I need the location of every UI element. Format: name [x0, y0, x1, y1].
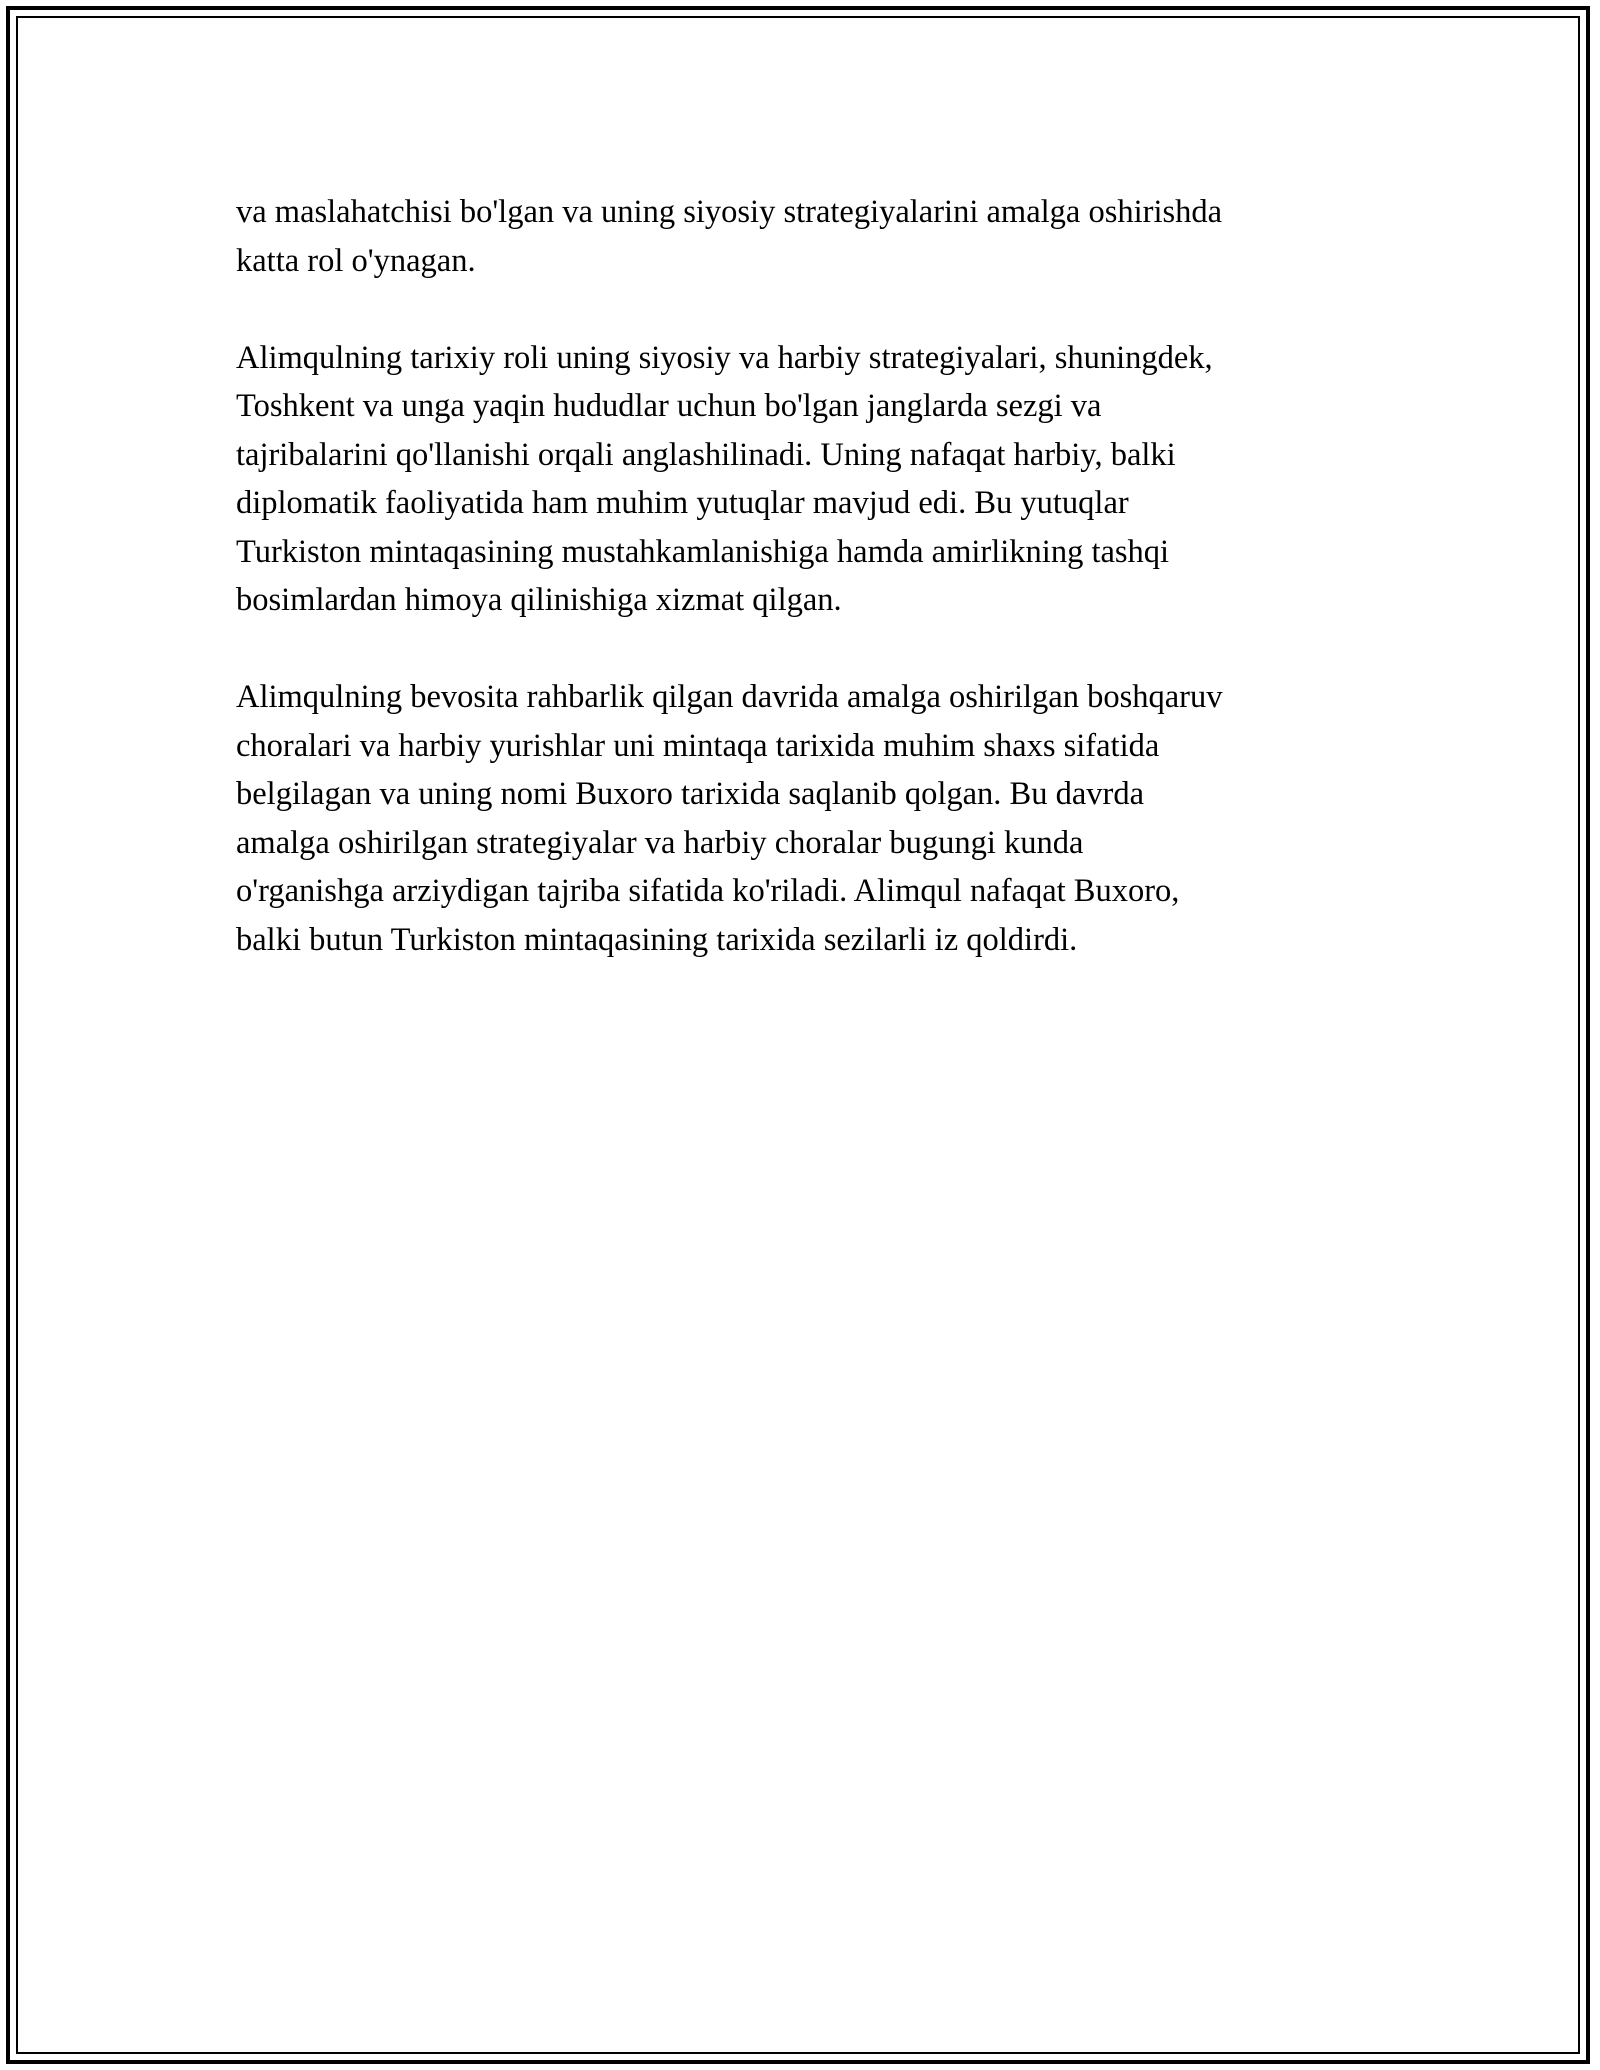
text-line: o'rganishga arziydigan tajriba sifatida ko'riladi. Alimqul nafaqat Buxoro, [236, 873, 1180, 909]
text-line: va maslahatchisi bo'lgan va uning siyosiy strategiyalarini amalga oshirishda [236, 194, 1223, 230]
text-line: Alimqulning bevosita rahbarlik qilgan davrida amalga oshirilgan boshqaruv [236, 679, 1223, 715]
paragraph-3 [236, 673, 1366, 964]
paragraph-1 [236, 188, 1366, 285]
paragraph-2 [236, 334, 1366, 625]
text-line: Turkiston mintaqasining mustahkamlanishiga hamda amirlikning tashqi [236, 533, 1170, 570]
text-line: katta rol o'ynagan. [236, 242, 476, 279]
document-body [236, 188, 1366, 1013]
text-line: balki butun Turkiston mintaqasining tarixida sezilarli iz qoldirdi. [236, 921, 1078, 958]
text-line: choralari va harbiy yurishlar uni mintaqa tarixida muhim shaxs sifatida [236, 727, 1160, 764]
text-line: belgilagan va uning nomi Buxoro tarixida saqlanib qolgan. Bu davrda [236, 776, 1145, 812]
text-line: bosimlardan himoya qilinishiga xizmat qilgan. [236, 582, 842, 618]
text-line: Alimqulning tarixiy roli uning siyosiy va harbiy strategiyalari, shuningdek, [236, 339, 1213, 376]
text-line: Toshkent va unga yaqin hududlar uchun bo'lgan janglarda sezgi va [236, 388, 1102, 424]
text-line: amalga oshirilgan strategiyalar va harbiy choralar bugungi kunda [236, 824, 1084, 861]
text-line: tajribalarini qo'llanishi orqali anglashilinadi. Uning nafaqat harbiy, balki [236, 436, 1176, 473]
text-line: diplomatik faoliyatida ham muhim yutuqlar mavjud edi. Bu yutuqlar [236, 485, 1129, 521]
